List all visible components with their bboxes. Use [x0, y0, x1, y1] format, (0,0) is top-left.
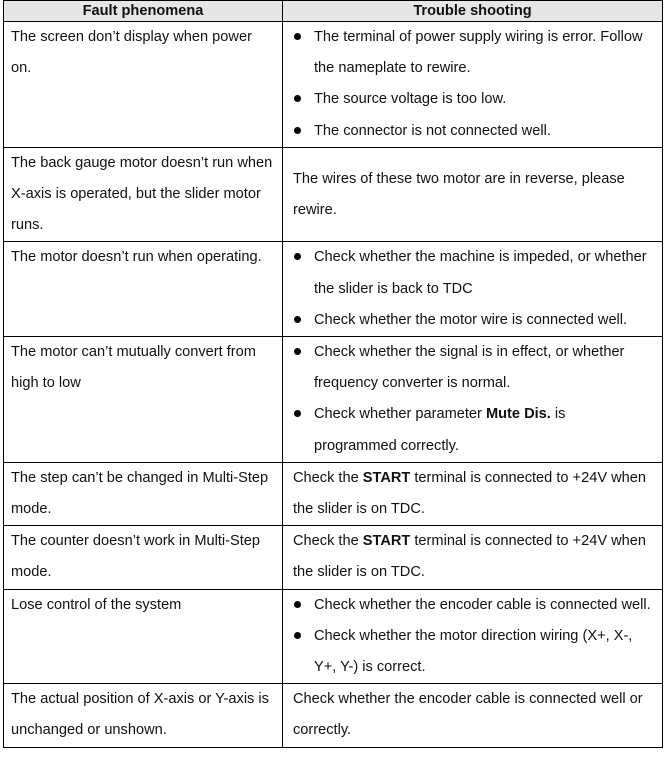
terminal-name: START [362, 533, 411, 550]
table-row [4, 147, 663, 242]
text-after: terminal is connected to +24V when the slider is on TDC. [293, 469, 646, 518]
fault-cell: The step can’t be changed in Multi-Step mode. [4, 462, 283, 525]
header-row [4, 1, 663, 22]
bullet-list [293, 22, 652, 147]
fault-cell: The motor can’t mutually convert from high to low [4, 337, 283, 463]
troubleshooting-cell [283, 526, 663, 589]
terminal-name: START [362, 469, 411, 486]
fault-cell: The back gauge motor doesn’t run when X-axis is operated, but the slider motor runs. [4, 147, 283, 242]
table-row [4, 526, 663, 589]
troubleshooting-cell: Check whether the encoder cable is connected well or correctly. [283, 684, 663, 747]
bullet-list [293, 242, 652, 336]
fault-cell: The actual position of X-axis or Y-axis is unchanged or unshown. [4, 684, 283, 747]
parameter-name: Mute Dis. [485, 406, 551, 423]
troubleshooting-text: The wires of these two motor are in reverse, please rewire. [293, 170, 625, 219]
troubleshooting-cell [283, 147, 663, 242]
fault-cell: The motor doesn’t run when operating. [4, 242, 283, 337]
bullet-item: Check whether the motor wire is connected well. [293, 305, 652, 336]
bullet-text-before: Check whether parameter [314, 406, 486, 423]
table-row [4, 684, 663, 747]
bullet-item: Check whether the signal is in effect, or whether frequency converter is normal. [293, 337, 652, 399]
bullet-item: Check whether the motor direction wiring (X+, X-, Y+, Y-) is correct. [293, 621, 652, 683]
text-before: Check the [293, 533, 363, 550]
troubleshooting-cell [283, 589, 663, 684]
text-after: terminal is connected to +24V when the slider is on TDC. [293, 533, 646, 581]
fault-cell: Lose control of the system [4, 589, 283, 684]
table-row [4, 337, 663, 463]
bullet-list [293, 337, 652, 462]
troubleshooting-cell [283, 22, 663, 148]
bullet-item: Check whether the machine is impeded, or whether the slider is back to TDC [293, 242, 652, 304]
header-trouble-shooting: Trouble shooting [283, 1, 663, 22]
table-row [4, 589, 663, 684]
bullet-item: The connector is not connected well. [293, 116, 652, 147]
fault-cell: The screen don’t display when power on. [4, 22, 283, 148]
text-before: Check the [293, 469, 363, 486]
fault-cell: The counter doesn’t work in Multi-Step mode. [4, 526, 283, 589]
bullet-item: The source voltage is too low. [293, 84, 652, 115]
troubleshooting-cell [283, 462, 663, 525]
header-fault-phenomena: Fault phenomena [4, 1, 283, 22]
troubleshooting-table [3, 0, 663, 748]
troubleshooting-cell [283, 242, 663, 337]
bullet-list [293, 590, 652, 684]
table-row [4, 22, 663, 148]
table-row [4, 462, 663, 525]
troubleshooting-cell [283, 337, 663, 463]
bullet-item: Check whether the encoder cable is connected well. [293, 590, 652, 621]
bullet-text-after: is programmed correctly. [314, 406, 566, 454]
bullet-item: The terminal of power supply wiring is error. Follow the nameplate to rewire. [293, 22, 652, 84]
table-row [4, 242, 663, 337]
bullet-item [293, 399, 652, 461]
